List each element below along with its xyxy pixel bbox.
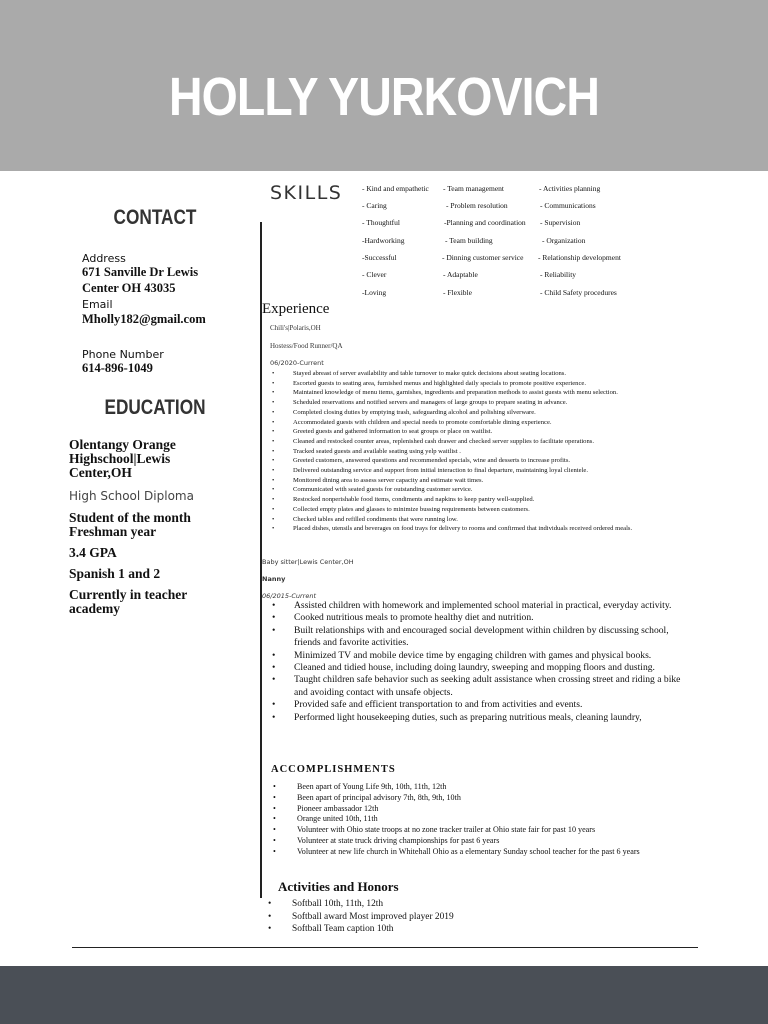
list-item: • Scheduled reservations and notified servers and managers of large groups to prepare seating in advance. bbox=[270, 398, 690, 408]
skill-item: - Dinning customer service bbox=[442, 253, 524, 262]
gpa: 3.4 GPA bbox=[69, 545, 117, 560]
list-item: • Softball Team caption 10th bbox=[268, 923, 668, 936]
skill-item: - Communications bbox=[540, 201, 596, 210]
address-label: Address bbox=[82, 252, 126, 265]
list-item: • Built relationships with and encouraged social development within children by discussing school, friends and favorite activities. bbox=[270, 625, 690, 650]
list-item: • Pioneer ambassador 12th bbox=[272, 804, 692, 815]
job2-dates: 06/2015-Current bbox=[262, 592, 317, 600]
award-line-1: Student of the month bbox=[69, 510, 191, 525]
list-item: • Placed dishes, utensils and beverages on food trays for delivery to rooms and confirmed that individuals received ordered meals. bbox=[270, 524, 690, 534]
skill-item: - Kind and empathetic bbox=[362, 184, 429, 193]
skill-item: - Thoughtful bbox=[362, 218, 400, 227]
list-item: • Greeted customers, answered questions and recommended specials, wine and desserts to increase profits. bbox=[270, 456, 690, 466]
list-item: • Tracked seated guests and available seating using yelp waitlist . bbox=[270, 447, 690, 457]
activities-list bbox=[268, 898, 668, 936]
list-item: • Cleaned and tidied house, including doing laundry, sweeping and mopping floors and dusting. bbox=[270, 662, 690, 674]
skill-item: - Adaptable bbox=[443, 270, 478, 279]
list-item: • Escorted guests to seating area, furnished menus and highlighted daily specials to promote positive experience. bbox=[270, 379, 690, 389]
school-line-3: Center,OH bbox=[69, 465, 132, 480]
list-item: • Volunteer at state truck driving championships for past 6 years bbox=[272, 836, 692, 847]
candidate-name: HOLLY YURKOVICH bbox=[168, 67, 600, 127]
job2-duties bbox=[270, 600, 690, 724]
skill-item: - Flexible bbox=[443, 288, 472, 297]
phone-label: Phone Number bbox=[82, 348, 164, 361]
list-item: • Volunteer with Ohio state troops at no zone tracker trailer at Ohio state fair for past 10 years bbox=[272, 825, 692, 836]
list-item: • Monitored dining area to assess server capacity and estimate wait times. bbox=[270, 476, 690, 486]
email-value: Mholly182@gmail.com bbox=[82, 312, 206, 326]
skill-item: - Activities planning bbox=[539, 184, 601, 193]
skill-item: -Hardworking bbox=[362, 236, 405, 245]
experience-heading: Experience bbox=[262, 301, 330, 317]
list-item: • Provided safe and efficient transportation to and from activities and events. bbox=[270, 699, 690, 711]
job1-duties bbox=[270, 369, 690, 534]
list-item: • Softball 10th, 11th, 12th bbox=[268, 898, 668, 911]
list-item: • Volunteer at new life church in Whitehall Ohio as a elementary Sunday school teacher for the past 6 years bbox=[272, 847, 692, 858]
list-item: • Performed light housekeeping duties, such as preparing nutritious meals, cleaning laundry, bbox=[270, 712, 690, 724]
job1-dates: 06/2020-Current bbox=[270, 359, 324, 367]
list-item: • Communicated with seated guests for outstanding customer service. bbox=[270, 485, 690, 495]
job1-title: Hostess/Food Runner/QA bbox=[270, 342, 343, 350]
award-line-2: Freshman year bbox=[69, 524, 157, 539]
list-item: • Checked tables and refilled condiments that were running low. bbox=[270, 515, 690, 525]
list-item: • Cleaned and restocked counter areas, replenished cash drawer and checked server supplies to facilitate operations. bbox=[270, 437, 690, 447]
list-item: • Restocked nonperishable food items, condiments and napkins to keep pantry well-supplied. bbox=[270, 495, 690, 505]
list-item: • Stayed abreast of server availability and table turnover to make quick decisions about seating locations. bbox=[270, 369, 690, 379]
spanish: Spanish 1 and 2 bbox=[69, 566, 161, 581]
skill-item: - Team building bbox=[445, 236, 493, 245]
accomplishments-heading: ACCOMPLISHMENTS bbox=[271, 764, 396, 775]
skill-item: - Relationship development bbox=[538, 253, 621, 262]
address-line-1: 671 Sanville Dr Lewis bbox=[82, 265, 199, 279]
teacher-line-2: academy bbox=[69, 601, 120, 616]
skill-item: -Planning and coordination bbox=[444, 218, 526, 227]
list-item: • Minimized TV and mobile device time by engaging children with games and physical books. bbox=[270, 650, 690, 662]
list-item: • Collected empty plates and glasses to minimize bussing requirements between customers. bbox=[270, 505, 690, 515]
skill-item: - Caring bbox=[362, 201, 387, 210]
list-item: • Orange united 10th, 11th bbox=[272, 814, 692, 825]
list-item: • Accommodated guests with children and special needs to promote comfortable dining experience. bbox=[270, 418, 690, 428]
accomplishments-list bbox=[272, 782, 692, 858]
activities-heading: Activities and Honors bbox=[278, 879, 399, 894]
phone-value: 614-896-1049 bbox=[82, 361, 153, 375]
list-item: • Maintained knowledge of menu items, garnishes, ingredients and preparation methods to assist guests with menu selection. bbox=[270, 388, 690, 398]
skill-item: - Child Safety procedures bbox=[540, 288, 617, 297]
skills-heading: SKILLS bbox=[270, 182, 343, 204]
list-item: • Been apart of Young Life 9th, 10th, 11th, 12th bbox=[272, 782, 692, 793]
skill-item: - Organization bbox=[542, 236, 586, 245]
email-label: Email bbox=[82, 298, 113, 311]
skill-item: - Supervision bbox=[540, 218, 581, 227]
list-item: • Completed closing duties by emptying trash, safeguarding alcohol and polishing silverware. bbox=[270, 408, 690, 418]
list-item: • Softball award Most improved player 2019 bbox=[268, 911, 668, 924]
contact-heading: CONTACT bbox=[113, 206, 197, 229]
list-item: • Taught children safe behavior such as seeking adult assistance when crossing street and riding a bike and avoiding contact with unsafe objects. bbox=[270, 674, 690, 699]
footer-banner bbox=[0, 966, 768, 1024]
teacher-line-1: Currently in teacher bbox=[69, 587, 188, 602]
job2-title: Nanny bbox=[262, 575, 286, 583]
skill-item: - Clever bbox=[362, 270, 387, 279]
school-line-1: Olentangy Orange bbox=[69, 437, 176, 452]
school-line-2: Highschool|Lewis bbox=[69, 451, 171, 466]
education-heading: EDUCATION bbox=[104, 396, 206, 419]
job1-place: Chili's|Polaris,OH bbox=[270, 324, 321, 332]
job2-place: Baby sitter|Lewis Center,OH bbox=[262, 558, 354, 566]
list-item: • Delivered outstanding service and support from initial interaction to final departure, maintaining loyal clientele. bbox=[270, 466, 690, 476]
skill-item: - Team management bbox=[443, 184, 504, 193]
list-item: • Greeted guests and gathered information to seat groups or place on waitlist. bbox=[270, 427, 690, 437]
skill-item: - Problem resolution bbox=[446, 201, 508, 210]
skill-item: -Loving bbox=[362, 288, 387, 297]
bottom-divider bbox=[72, 947, 698, 948]
list-item: • Cooked nutritious meals to promote healthy diet and nutrition. bbox=[270, 612, 690, 624]
skill-item: - Reliability bbox=[540, 270, 577, 279]
list-item: • Been apart of principal advisory 7th, 8th, 9th, 10th bbox=[272, 793, 692, 804]
diploma: High School Diploma bbox=[69, 489, 194, 503]
skill-item: -Successful bbox=[362, 253, 397, 262]
list-item: • Assisted children with homework and implemented school material in practical, everyday activity. bbox=[270, 600, 690, 612]
address-line-2: Center OH 43035 bbox=[82, 281, 176, 295]
